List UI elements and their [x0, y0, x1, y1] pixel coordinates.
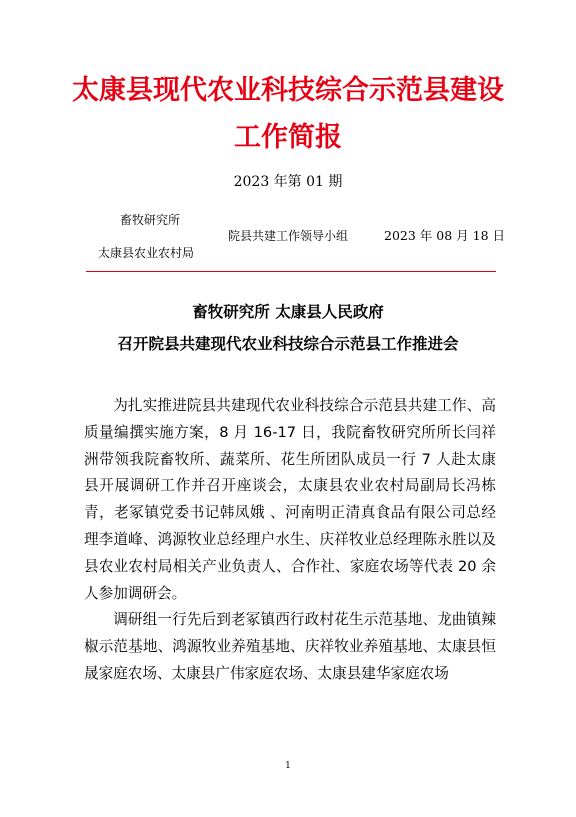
issuer-org-1: 畜牧研究所	[120, 213, 181, 227]
issuer-org-2: 太康县农业农村局	[98, 246, 195, 260]
article-body	[84, 393, 496, 688]
article-title-line1: 畜牧研究所 太康县人民政府	[192, 303, 384, 321]
article-title-line2: 召开院县共建现代农业科技综合示范县工作推进会	[117, 335, 459, 353]
issue-date: 2023 年 08 月 18 日	[384, 228, 505, 243]
bulletin-title-line2: 工作简报	[234, 122, 342, 153]
bulletin-title-line1: 太康县现代农业科技综合示范县建设	[72, 75, 504, 106]
article-paragraph-1: 为扎实推进院县共建现代农业科技综合示范县共建工作、高质量编撰实施方案，8 月 16-17 日，我院畜牧研究所所长闫祥洲带领我院畜牧所、蔬菜所、花生所团队成员一行 7 人赴太康县开展调研工作并召开座谈会，太康县农业农村局副局长冯栋青，老冢镇党委书记韩凤娥 、河南明正清真食品有限公司总经理李道峰、鸿源牧业总经理户水生、庆祥牧业总经理陈永胜以及县农业农村局相关产业负责人、合作社、家庭农场等代表 20 余人参加调研会。	[84, 397, 496, 602]
article-paragraph-2: 调研组一行先后到老冢镇西行政村花生示范基地、龙曲镇辣椒示范基地、鸿源牧业养殖基地、庆祥牧业养殖基地、太康县恒晟家庭农场、太康县广伟家庭农场、太康县建华家庭农场	[84, 611, 496, 682]
issue-number: 2023 年第 01 期	[233, 174, 343, 190]
header-divider	[86, 271, 496, 272]
page-number: 1	[285, 761, 291, 771]
issuer-group: 院县共建工作领导小组	[228, 229, 349, 243]
